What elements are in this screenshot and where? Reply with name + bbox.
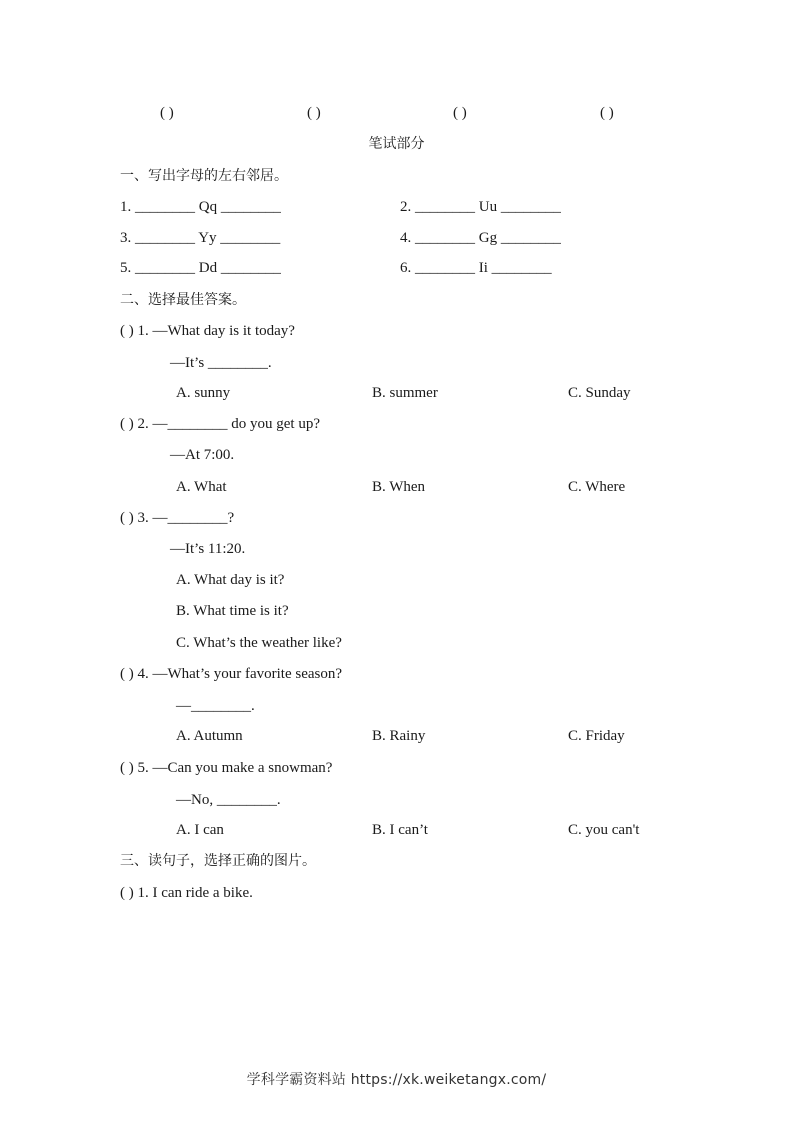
option: A. I can (176, 822, 224, 838)
option: B. summer (372, 385, 438, 401)
question-stem: ( ) 1. —What day is it today? (120, 323, 295, 339)
question-stem: ( ) 3. —________? (120, 510, 235, 526)
question-stem: ( ) 2. —________ do you get up? (120, 416, 320, 432)
page-title: 笔试部分 (368, 136, 425, 152)
question-reply: —________. (176, 698, 255, 714)
answer-bracket: ( ) (600, 105, 614, 121)
question-reply: —It’s 11:20. (170, 541, 246, 557)
option: A. What (176, 479, 227, 495)
option: B. When (372, 479, 426, 495)
option: A. sunny (176, 385, 231, 401)
option: C. you can't (568, 822, 640, 838)
question-reply: —It’s ________. (170, 355, 272, 371)
letter-item: 2. ________ Uu ________ (400, 199, 561, 215)
answer-bracket: ( ) (160, 105, 174, 121)
section-heading: 二、选择最佳答案。 (120, 292, 246, 308)
option: C. Friday (568, 728, 625, 744)
option: A. What day is it? (176, 572, 285, 588)
letter-item: 3. ________ Yy ________ (120, 230, 281, 246)
option: A. Autumn (176, 728, 243, 744)
question-stem: ( ) 5. —Can you make a snowman? (120, 760, 333, 776)
letter-item: 5. ________ Dd ________ (120, 260, 281, 276)
letter-item: 6. ________ Ii ________ (400, 260, 552, 276)
letter-item: 1. ________ Qq ________ (120, 199, 281, 215)
option: C. Where (568, 479, 626, 495)
question-reply: —No, ________. (176, 792, 281, 808)
option: B. I can’t (372, 822, 428, 838)
option: B. What time is it? (176, 603, 289, 619)
option: C. Sunday (568, 385, 631, 401)
question-stem: ( ) 4. —What’s your favorite season? (120, 666, 343, 682)
footer-watermark: 学科学霸资料站 https://xk.weiketangx.com/ (246, 1072, 547, 1088)
answer-bracket: ( ) (453, 105, 467, 121)
answer-bracket: ( ) (307, 105, 321, 121)
option: C. What’s the weather like? (176, 635, 342, 651)
letter-item: 4. ________ Gg ________ (400, 230, 561, 246)
question-stem: ( ) 1. I can ride a bike. (120, 885, 253, 901)
option: B. Rainy (372, 728, 426, 744)
section-heading: 一、写出字母的左右邻居。 (120, 168, 288, 184)
section-heading: 三、读句子，选择正确的图片。 (120, 853, 316, 869)
question-reply: —At 7:00. (170, 447, 235, 463)
